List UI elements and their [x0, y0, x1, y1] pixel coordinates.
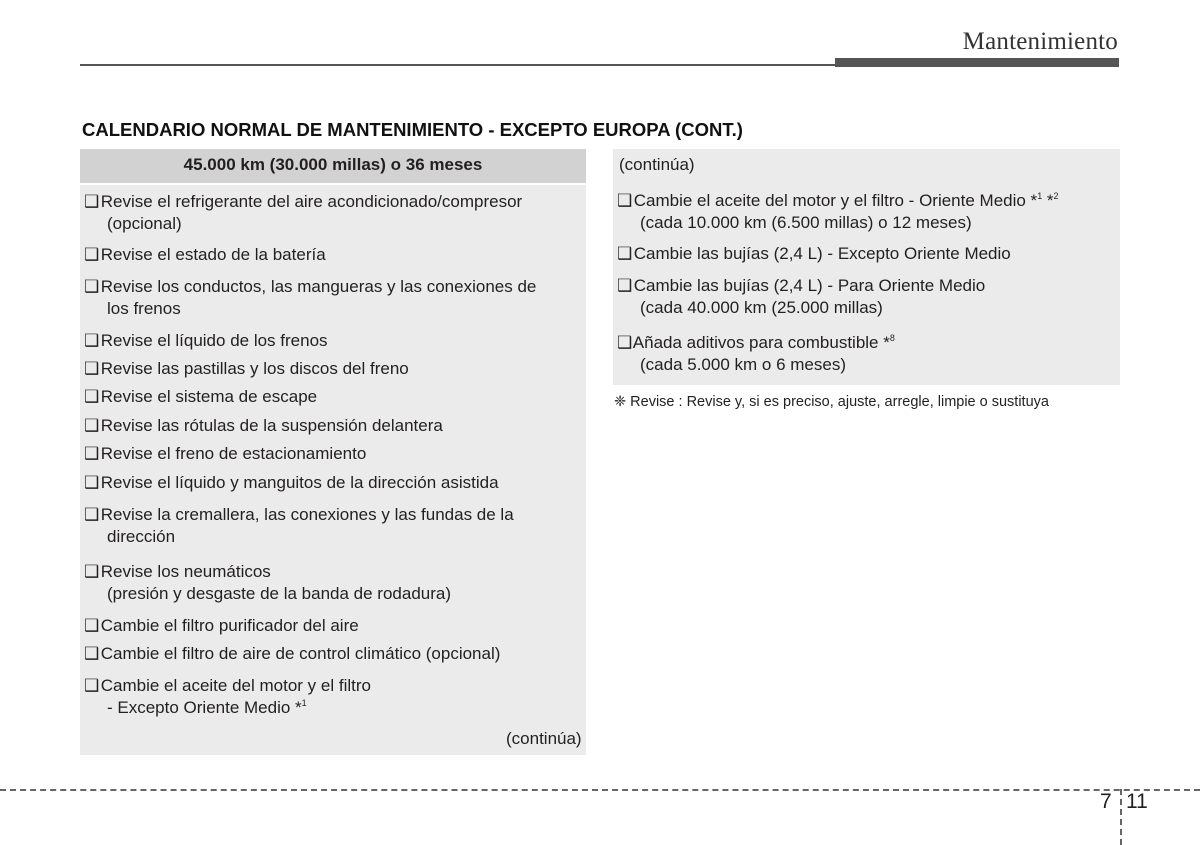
heading-divider [80, 183, 586, 185]
item-text: Revise las rótulas de la suspensión delantera [100, 416, 443, 435]
footnote-ref: 8 [889, 333, 895, 343]
item-text: Revise la cremallera, las conexiones y las fundas de la [100, 505, 514, 524]
item-text-cont: (opcional) [107, 214, 182, 233]
item-text: Revise el líquido de los frenos [100, 331, 328, 350]
item-text: Cambie el aceite del motor y el filtro - Oriente Medio * [633, 191, 1038, 210]
list-item [84, 191, 522, 235]
footnote-ref: 1 [301, 698, 307, 708]
item-text: Revise el refrigerante del aire acondicionado/compresor [100, 192, 523, 211]
list-item [84, 330, 328, 352]
item-text: Cambie las bujías (2,4 L) - Para Oriente Medio [633, 276, 986, 295]
item-text-tail: * [1042, 191, 1054, 210]
checkbox-icon: ❑ [84, 387, 100, 406]
page-number: 11 [1126, 790, 1148, 813]
footer-page-divider [1120, 789, 1122, 845]
item-text-cont: (cada 10.000 km (6.500 millas) o 12 meses) [640, 213, 972, 232]
item-text: Revise las pastillas y los discos del freno [100, 359, 409, 378]
list-item [84, 415, 443, 437]
list-item [84, 443, 366, 465]
footnote-ref: 1 [1037, 191, 1043, 201]
item-text: Cambie las bujías (2,4 L) - Excepto Oriente Medio [633, 244, 1011, 263]
right-column [613, 149, 1120, 385]
list-item [84, 472, 499, 494]
checkbox-icon: ❑ [617, 333, 633, 352]
item-text: Revise los conductos, las mangueras y las conexiones de [100, 277, 537, 296]
checkbox-icon: ❑ [617, 244, 633, 263]
item-text-cont: dirección [107, 527, 176, 546]
checkbox-icon: ❑ [617, 191, 633, 210]
item-text: Revise el estado de la batería [100, 245, 326, 264]
header-title: Mantenimiento [962, 28, 1118, 55]
list-item [84, 561, 451, 605]
header-rule-thin [80, 64, 840, 66]
left-column [80, 149, 586, 755]
list-item [84, 358, 409, 380]
checkbox-icon: ❑ [84, 192, 100, 211]
checkbox-icon: ❑ [84, 277, 100, 296]
item-text-cont: - Excepto Oriente Medio * [107, 698, 302, 717]
checkbox-icon: ❑ [84, 359, 100, 378]
item-text-cont: (presión y desgaste de la banda de rodadura) [107, 584, 452, 603]
checkbox-icon: ❑ [84, 676, 100, 695]
left-column-heading: 45.000 km (30.000 millas) o 36 meses [80, 149, 586, 183]
checkbox-icon: ❑ [84, 616, 100, 635]
item-text: Añada aditivos para combustible * [632, 333, 890, 352]
item-text: Revise los neumáticos [100, 562, 271, 581]
checkbox-icon: ❑ [84, 444, 100, 463]
item-text: Revise el sistema de escape [100, 387, 318, 406]
list-item [84, 244, 326, 266]
list-item [84, 276, 536, 320]
item-text: Cambie el aceite del motor y el filtro [100, 676, 371, 695]
chapter-number: 7 [1100, 790, 1112, 813]
checkbox-icon: ❑ [617, 276, 633, 295]
item-text-cont: los frenos [107, 299, 181, 318]
item-text-cont: (cada 5.000 km o 6 meses) [640, 355, 846, 374]
header-rule-thick [835, 58, 1119, 67]
continued-label: (continúa) [619, 155, 695, 174]
footnote-ref: 2 [1053, 191, 1059, 201]
footnote: ❈ Revise : Revise y, si es preciso, ajuste, arregle, limpie o sustituya [614, 394, 1049, 410]
continued-label: (continúa) [506, 729, 582, 748]
list-item [617, 243, 1011, 265]
list-item [617, 190, 1059, 234]
list-item [617, 332, 895, 376]
footer-dashed-rule [0, 789, 1200, 791]
list-item [84, 615, 359, 637]
checkbox-icon: ❑ [84, 644, 100, 663]
list-item [617, 275, 985, 319]
list-item [84, 386, 317, 408]
checkbox-icon: ❑ [84, 473, 100, 492]
checkbox-icon: ❑ [84, 562, 100, 581]
checkbox-icon: ❑ [84, 245, 100, 264]
item-text: Cambie el filtro de aire de control climático (opcional) [100, 644, 501, 663]
checkbox-icon: ❑ [84, 416, 100, 435]
list-item [84, 643, 500, 665]
item-text: Cambie el filtro purificador del aire [100, 616, 359, 635]
item-text: Revise el líquido y manguitos de la dirección asistida [100, 473, 499, 492]
item-text: Revise el freno de estacionamiento [100, 444, 367, 463]
section-title: CALENDARIO NORMAL DE MANTENIMIENTO - EXCEPTO EUROPA (CONT.) [82, 119, 743, 140]
list-item [84, 504, 514, 548]
checkbox-icon: ❑ [84, 331, 100, 350]
checkbox-icon: ❑ [84, 505, 100, 524]
list-item [84, 675, 371, 719]
item-text-cont: (cada 40.000 km (25.000 millas) [640, 298, 883, 317]
